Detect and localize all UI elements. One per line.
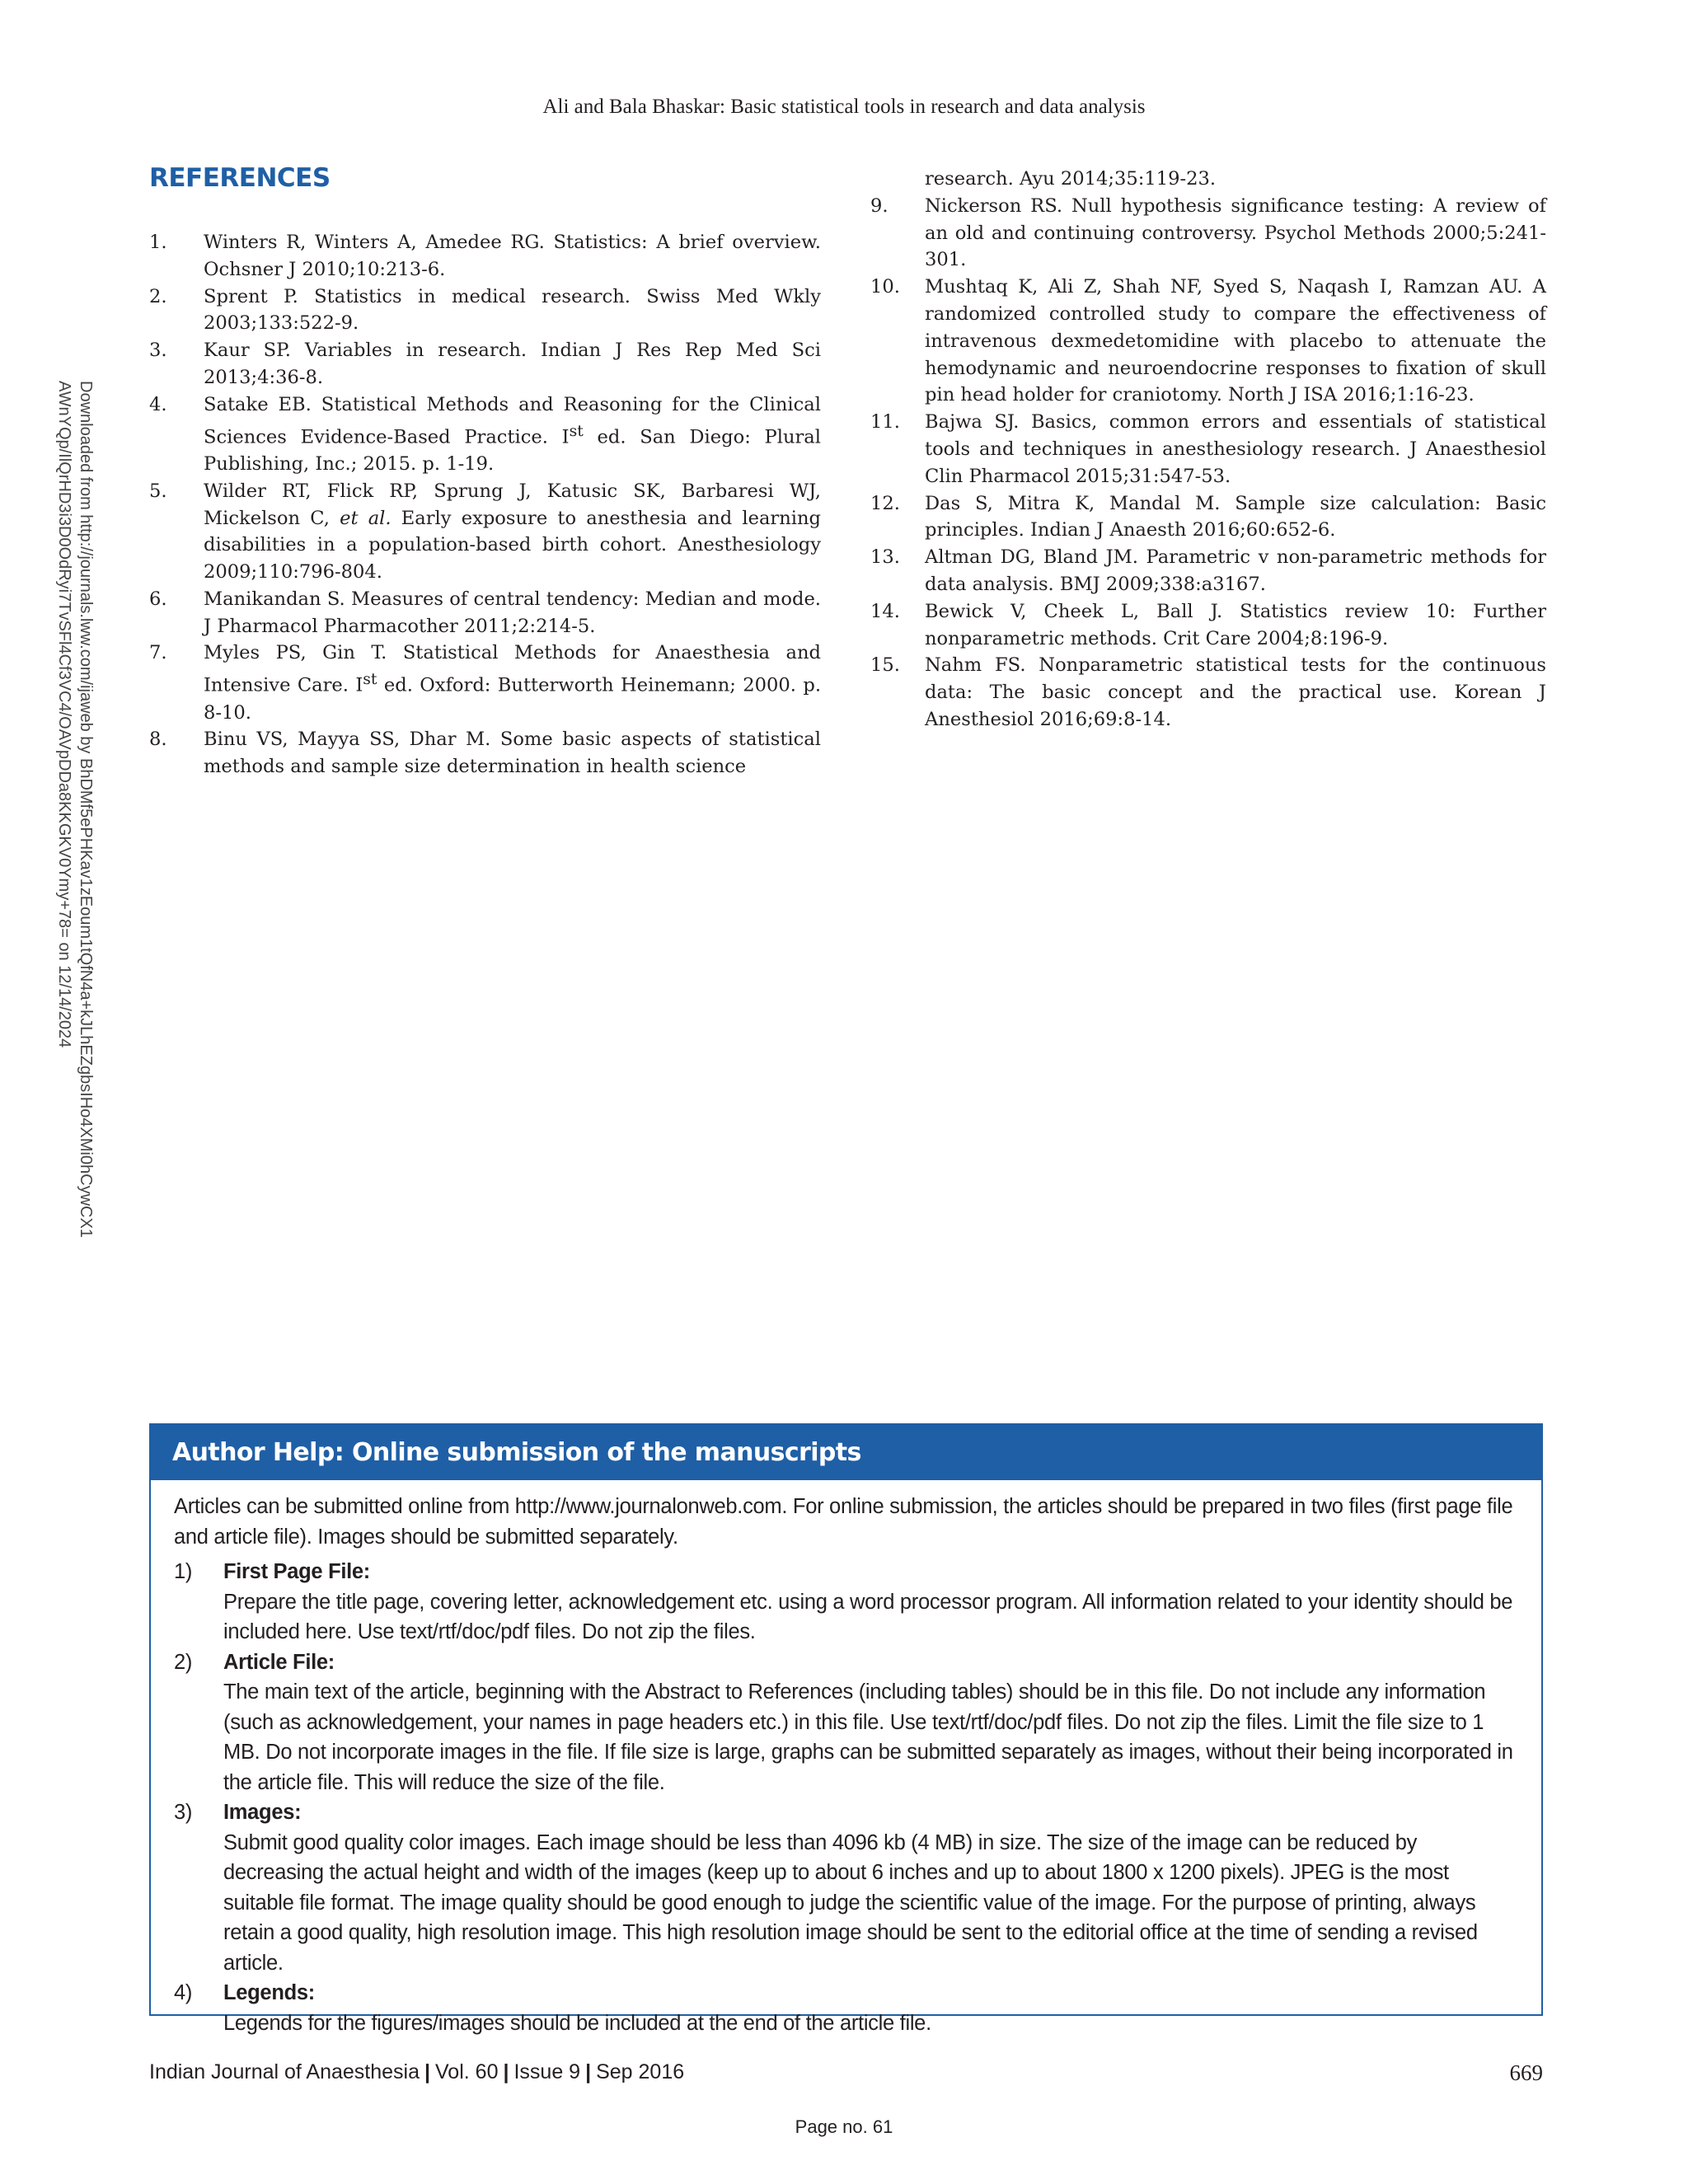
- reference-text: Sprent P. Statistics in medical research. Swiss Med Wkly 2003;133:522-9.: [204, 285, 821, 335]
- reference-text: Bewick V, Cheek L, Ball J. Statistics review 10: Further nonparametric methods. Crit Care 2004;8:196-9.: [925, 600, 1546, 649]
- author-help-item-text: The main text of the article, beginning with the Abstract to References (including tables) should be in this file. Do not include any information (such as acknowledgement, your names in page headers etc.) in this file. Use text/rtf/doc/pdf files. Do not zip the files. Limit the file size to 1 MB. Do not incorporate images in the file. If file size is large, graphs can be submitted separately as images, without their being incorporated in the article file. This will reduce the size of the file.: [223, 1680, 1513, 1794]
- reference-text: Wilder RT, Flick RP, Sprung J, Katusic SK, Barbaresi WJ, Mickelson C,: [204, 480, 821, 529]
- author-help-item-number: 4): [174, 1981, 193, 2004]
- download-watermark: [54, 381, 96, 1238]
- reference-item: [149, 391, 821, 478]
- footer-date: Sep 2016: [596, 2060, 685, 2083]
- reference-text: Winters R, Winters A, Amedee RG. Statistics: A brief overview. Ochsner J 2010;10:213-6.: [204, 232, 821, 280]
- reference-number: 1.: [149, 232, 167, 253]
- author-help-box: [149, 1423, 1543, 2035]
- footer-issue: Issue 9: [513, 2060, 581, 2083]
- author-help-item-title: First Page File:: [223, 1560, 370, 1583]
- reference-number: 8.: [149, 729, 167, 751]
- reference-item: [870, 652, 1546, 733]
- author-help-item-number: 2): [174, 1650, 193, 1674]
- reference-text: Nickerson RS. Null hypothesis significance testing: A review of an old and continuing controversy. Psychol Methods 2000;5:241-301.: [925, 194, 1546, 271]
- footer-journal-name: Indian Journal of Anaesthesia: [149, 2060, 420, 2083]
- author-help-item: [174, 1647, 1518, 1798]
- reference-number: 5.: [149, 480, 167, 502]
- author-help-item-title: Article File:: [223, 1650, 335, 1674]
- reference-text: Altman DG, Bland JM. Parametric v non-parametric methods for data analysis. BMJ 2009;338:a3167.: [925, 546, 1546, 595]
- reference-text: Manikandan S. Measures of central tendency: Median and mode. J Pharmacol Pharmacother 2011;2:214-5.: [204, 588, 821, 637]
- reference-text: Satake EB. Statistical Methods and Reasoning for the Clinical Sciences Evidence-Based Practice. I: [204, 393, 821, 448]
- reference-number: 15.: [870, 654, 900, 677]
- footer-volume: Vol. 60: [435, 2060, 499, 2083]
- reference-item: [149, 640, 821, 726]
- page-note: Page no. 61: [795, 2116, 893, 2137]
- references-heading: REFERENCES: [149, 163, 331, 193]
- reference-text: Bajwa SJ. Basics, common errors and essentials of statistical tools and techniques in anesthesiology research. J Anaesthesiol Clin Pharmacol 2015;31:547-53.: [925, 411, 1546, 487]
- author-help-item-title: Legends:: [223, 1981, 315, 2004]
- footer-separator: |: [503, 2060, 509, 2083]
- footer-separator: |: [424, 2060, 431, 2083]
- reference-number: 7.: [149, 642, 167, 664]
- author-help-list: [174, 1557, 1518, 2038]
- reference-text: Das S, Mitra K, Mandal M. Sample size calculation: Basic principles. Indian J Anaesth 2016;60:652-6.: [925, 492, 1546, 541]
- footer-page-number: 669: [1509, 2060, 1543, 2085]
- references-right-column: [870, 166, 1546, 733]
- reference-text-continued: ed. San Diego: Plural Publishing, Inc.; 2015. p. 1-19.: [204, 426, 821, 475]
- reference-item: [149, 726, 821, 780]
- download-watermark-line-2: AWnYQp/IlQrHD3i3D0OdRyi7TvSFl4Cf3VC4/OAVpDDa8KKGKV0Ymy+78= on 12/14/2024: [55, 381, 73, 1048]
- author-help-item-title: Images:: [223, 1801, 302, 1824]
- author-help-item: [174, 1557, 1518, 1647]
- reference-superscript: st: [363, 671, 377, 689]
- reference-text: research. Ayu 2014;35:119-23.: [925, 168, 1217, 190]
- reference-number: 10.: [870, 276, 900, 298]
- reference-item: [149, 586, 821, 640]
- reference-item: [149, 337, 821, 391]
- author-help-item-text: Prepare the title page, covering letter, acknowledgement etc. using a word processor program. All information related to your identity should be included here. Use text/rtf/doc/pdf files. Do not zip the files.: [223, 1590, 1513, 1643]
- reference-superscript: st: [569, 422, 584, 440]
- author-help-intro: Articles can be submitted online from http://www.journalonweb.com. For online submission, the articles should be prepared in two files (first page file and article file). Images should be submitted separately.: [174, 1495, 1513, 1549]
- reference-number: 11.: [870, 411, 900, 434]
- reference-number: 3.: [149, 340, 167, 362]
- reference-item: [149, 229, 821, 284]
- reference-item: [870, 274, 1546, 409]
- author-help-item-text: Submit good quality color images. Each image should be less than 4096 kb (4 MB) in size. The size of the image can be reduced by decreasing the actual height and width of the images (keep up to about 6 inches and up to about 1800 x 1200 pixels). JPEG is the most suitable file format. The image quality should be good enough to judge the scientific value of the image. For the purpose of printing, always retain a good quality, high resolution image. This high resolution image should be sent to the editorial office at the time of sending a revised article.: [223, 1830, 1478, 1975]
- reference-text: Myles PS, Gin T. Statistical Methods for Anaesthesia and Intensive Care. I: [204, 642, 821, 696]
- references-left-column: [149, 229, 821, 780]
- reference-number: 9.: [870, 194, 889, 217]
- author-help-item-text: Legends for the figures/images should be included at the end of the article file.: [223, 2011, 931, 2035]
- reference-item: [870, 598, 1546, 653]
- reference-item: [149, 478, 821, 586]
- author-help-title: Author Help: Online submission of the manuscripts: [151, 1425, 1541, 1480]
- reference-italic: et al.: [340, 507, 392, 529]
- running-head: Ali and Bala Bhaskar: Basic statistical tools in research and data analysis: [542, 96, 1146, 118]
- footer-journal-info: [149, 2060, 684, 2084]
- reference-item: [149, 284, 821, 338]
- footer-separator: |: [585, 2060, 592, 2083]
- author-help-body: [151, 1480, 1541, 2038]
- reference-item: [870, 544, 1546, 598]
- reference-number: 6.: [149, 588, 167, 610]
- author-help-item: [174, 1978, 1518, 2038]
- reference-continuation: [870, 166, 1546, 193]
- reference-item: [870, 409, 1546, 490]
- reference-number: 2.: [149, 285, 167, 307]
- author-help-item-number: 3): [174, 1801, 193, 1824]
- reference-number: 4.: [149, 393, 167, 415]
- reference-text-continued: ed. Oxford: Butterworth Heinemann; 2000. p. 8-10.: [204, 674, 821, 724]
- reference-item: [870, 490, 1546, 545]
- reference-item: [870, 193, 1546, 274]
- reference-text: Mushtaq K, Ali Z, Shah NF, Syed S, Naqash I, Ramzan AU. A randomized controlled study to compare the effectiveness of intravenous dexmedetomidine with placebo to attenuate the hemodynamic and neuroendocrine responses to fixation of skull pin head holder for craniotomy. North J ISA 2016;1:16-23.: [925, 276, 1546, 406]
- reference-number: 12.: [870, 492, 900, 514]
- reference-text: Nahm FS. Nonparametric statistical tests for the continuous data: The basic concept and the practical use. Korean J Anesthesiol 2016;69:8-14.: [925, 654, 1546, 730]
- download-watermark-line-1: Downloaded from http://journals.lww.com/ijaweb by BhDMf5ePHKav1zEoum1tQfN4a+kJLhEZgbsIHo4XMi0hCywCX1: [77, 381, 95, 1238]
- reference-text-continued: Early exposure to anesthesia and learning disabilities in a population-based birth cohort. Anesthesiology 2009;110:796-804.: [204, 507, 822, 583]
- author-help-item-number: 1): [174, 1560, 193, 1583]
- reference-text: Kaur SP. Variables in research. Indian J Res Rep Med Sci 2013;4:36-8.: [204, 340, 821, 388]
- reference-number: 14.: [870, 600, 900, 622]
- reference-text: Binu VS, Mayya SS, Dhar M. Some basic aspects of statistical methods and sample size determination in health science: [204, 729, 821, 778]
- author-help-item: [174, 1797, 1518, 1978]
- reference-number: 13.: [870, 546, 900, 569]
